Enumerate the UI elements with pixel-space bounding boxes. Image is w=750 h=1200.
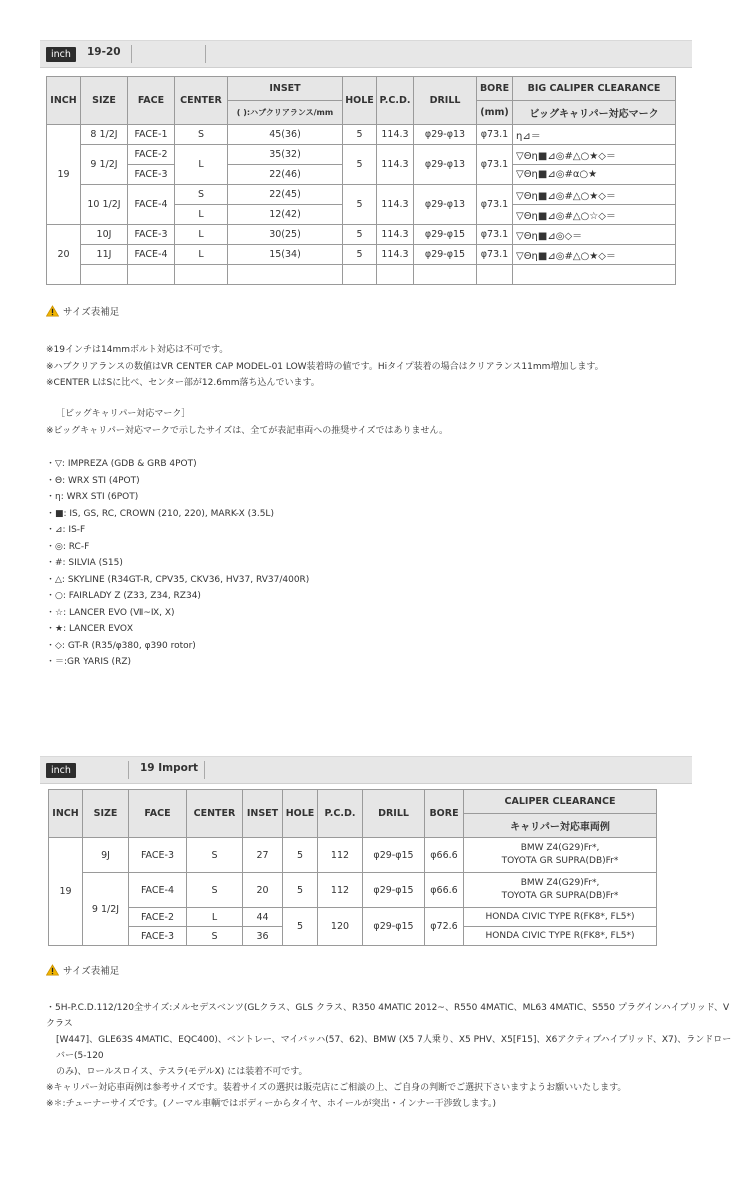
- caliper-mark-cell: ▽Θη■⊿◎#△○★◇＝: [513, 185, 676, 205]
- drill-cell: φ29-φ13: [414, 185, 477, 225]
- note-line: [W447]、GLE63S 4MATIC、EQC400)、ベントレー、マイバッハ(57、62)、BMW (X5 7人乗り、X5 PHV、X5[F15]、X6アクティブハイブリッド、X7)、ランドローバー(5-120: [56, 1035, 732, 1061]
- hole-cell: 5: [343, 245, 377, 265]
- vehicle-line: TOYOTA GR SUPRA(DB)Fr*: [501, 891, 619, 901]
- center-cell: L: [175, 245, 228, 265]
- caliper-legend: [46, 456, 309, 671]
- bore-cell: φ72.6: [425, 908, 464, 946]
- drill-cell: φ29-φ13: [414, 125, 477, 145]
- hole-cell: 5: [343, 145, 377, 185]
- inset-cell: 22(45): [228, 185, 343, 205]
- size-cell: 11J: [81, 245, 128, 265]
- center-cell: S: [187, 838, 243, 873]
- hole-cell: 5: [343, 125, 377, 145]
- bore-cell: φ73.1: [477, 245, 513, 265]
- legend-item: ・○: FAIRLADY Z (Z33, Z34, RZ34): [46, 591, 201, 601]
- import-spec-table: [48, 789, 657, 946]
- center-cell: L: [175, 225, 228, 245]
- bore-cell: φ66.6: [425, 838, 464, 873]
- vehicle-cell: HONDA CIVIC TYPE R(FK8*, FL5*): [464, 908, 657, 927]
- face-cell: FACE-3: [129, 838, 187, 873]
- size-note-heading-text: サイズ表補足: [63, 966, 120, 977]
- caliper-mark-notes: [46, 406, 448, 439]
- section-title: 19-20: [87, 46, 121, 58]
- size-cell: 9 1/2J: [83, 873, 129, 946]
- note-line: ※＊:チューナーサイズです。(ノーマル車輌ではボディーからタイヤ、ホイールが突出・インナー干渉致します。): [46, 1099, 496, 1109]
- bore-cell: φ73.1: [477, 145, 513, 185]
- inset-cell: 12(42): [228, 205, 343, 225]
- inset-cell: 20: [243, 873, 283, 908]
- header-inset-sub: ( ):ハブクリアランス/mm: [228, 101, 343, 125]
- bore-cell: φ73.1: [477, 125, 513, 145]
- legend-item: ・#: SILVIA (S15): [46, 558, 123, 568]
- header-hole: HOLE: [343, 77, 377, 125]
- hole-cell: 5: [343, 185, 377, 225]
- drill-cell: φ29-φ15: [363, 908, 425, 946]
- header-hole: HOLE: [283, 790, 318, 838]
- note-line: ※CENTER LはSに比べ、センター部が12.6mm落ち込んでいます。: [46, 378, 320, 388]
- inset-cell: 15(34): [228, 245, 343, 265]
- inset-cell: 45(36): [228, 125, 343, 145]
- legend-item: ・⊿: IS-F: [46, 525, 86, 535]
- header-bore-sub: (mm): [477, 101, 513, 125]
- mark-note: ※ビッグキャリパー対応マークで示したサイズは、全てが表記車両への推奨サイズではありません。: [46, 425, 449, 436]
- legend-item: ・☆: LANCER EVO (Ⅶ~Ⅸ, Ⅹ): [46, 607, 175, 618]
- header-inch: INCH: [49, 790, 83, 838]
- warning-icon: [46, 964, 59, 976]
- center-cell: L: [175, 205, 228, 225]
- caliper-mark-cell: η⊿＝: [513, 125, 676, 145]
- legend-item: ・◎: RC-F: [46, 541, 90, 552]
- empty-cell: [128, 265, 175, 285]
- section-header-bar: [40, 40, 692, 68]
- inset-cell: 35(32): [228, 145, 343, 165]
- header-pcd: P.C.D.: [318, 790, 363, 838]
- header-clearance-sub: キャリパー対応車両例: [464, 814, 657, 838]
- inch-cell: 20: [47, 225, 81, 285]
- header-face: FACE: [128, 77, 175, 125]
- size-cell: 9J: [83, 838, 129, 873]
- divider: [204, 761, 205, 779]
- pcd-cell: 120: [318, 908, 363, 946]
- warning-icon: [46, 305, 59, 317]
- inset-cell: 44: [243, 908, 283, 927]
- import-notes-block: [46, 1000, 736, 1112]
- header-bore: BORE: [425, 790, 464, 838]
- drill-cell: φ29-φ15: [363, 838, 425, 873]
- note-line: ・5H-P.C.D.112/120全サイズ:メルセデスベンツ(GLクラス、GLS クラス、R350 4MATIC 2012~、R550 4MATIC、ML63 4MATIC、S550 プラグインハイブリッド、Vクラス: [46, 1003, 730, 1029]
- drill-cell: φ29-φ15: [414, 245, 477, 265]
- header-center: CENTER: [187, 790, 243, 838]
- hole-cell: 5: [283, 908, 318, 946]
- empty-cell: [377, 265, 414, 285]
- empty-cell: [175, 265, 228, 285]
- caliper-mark-cell: ▽Θη■⊿◎#△○★◇＝: [513, 145, 676, 165]
- vehicle-cell: [464, 838, 657, 873]
- inch-label-chip: inch: [46, 763, 76, 778]
- header-size: SIZE: [83, 790, 129, 838]
- bore-cell: φ73.1: [477, 225, 513, 245]
- caliper-mark-cell: ▽Θη■⊿◎#△○☆◇＝: [513, 205, 676, 225]
- face-cell: FACE-4: [128, 185, 175, 225]
- pcd-cell: 112: [318, 838, 363, 873]
- face-cell: FACE-3: [128, 225, 175, 245]
- size-cell: 9 1/2J: [81, 145, 128, 185]
- center-cell: S: [187, 873, 243, 908]
- inch-label-chip: inch: [46, 47, 76, 62]
- drill-cell: φ29-φ13: [414, 145, 477, 185]
- legend-item: ・▽: IMPREZA (GDB & GRB 4POT): [46, 459, 197, 469]
- size-note-heading: [46, 304, 119, 318]
- center-cell: S: [175, 185, 228, 205]
- bore-cell: φ73.1: [477, 185, 513, 225]
- header-clearance: BIG CALIPER CLEARANCE: [513, 77, 676, 101]
- legend-item: ・■: IS, GS, RC, CROWN (210, 220), MARK-X (3.5L): [46, 508, 274, 519]
- inch-cell: 19: [49, 838, 83, 946]
- header-pcd: P.C.D.: [377, 77, 414, 125]
- empty-cell: [343, 265, 377, 285]
- caliper-mark-cell: ▽Θη■⊿◎#α○★: [513, 165, 676, 185]
- header-face: FACE: [129, 790, 187, 838]
- header-inset: INSET: [228, 77, 343, 101]
- drill-cell: φ29-φ15: [414, 225, 477, 245]
- header-inch: INCH: [47, 77, 81, 125]
- caliper-mark-cell: ▽Θη■⊿◎◇＝: [513, 225, 676, 245]
- center-cell: S: [187, 927, 243, 946]
- header-inset: INSET: [243, 790, 283, 838]
- mark-heading: ［ビッグキャリパー対応マーク］: [56, 409, 191, 419]
- empty-cell: [228, 265, 343, 285]
- size-spec-table: [46, 76, 676, 285]
- face-cell: FACE-2: [129, 908, 187, 927]
- size-note-heading-text: サイズ表補足: [63, 307, 120, 318]
- legend-item: ・＝:GR YARIS (RZ): [46, 657, 131, 667]
- header-clearance-sub: ビッグキャリパー対応マーク: [513, 101, 676, 125]
- size-note-heading: [46, 963, 119, 977]
- header-clearance: CALIPER CLEARANCE: [464, 790, 657, 814]
- pcd-cell: 114.3: [377, 125, 414, 145]
- header-bore: BORE: [477, 77, 513, 101]
- hole-cell: 5: [343, 225, 377, 245]
- caliper-mark-cell: ▽Θη■⊿◎#△○★◇＝: [513, 245, 676, 265]
- hole-cell: 5: [283, 873, 318, 908]
- divider: [131, 45, 132, 63]
- center-cell: L: [187, 908, 243, 927]
- size-cell: 8 1/2J: [81, 125, 128, 145]
- inset-cell: 36: [243, 927, 283, 946]
- center-cell: L: [175, 145, 228, 185]
- section-title: 19 Import: [140, 762, 199, 774]
- note-line: ※19インチは14mmボルト対応は不可です。: [46, 345, 229, 355]
- face-cell: FACE-4: [128, 245, 175, 265]
- header-center: CENTER: [175, 77, 228, 125]
- size-cell: 10J: [81, 225, 128, 245]
- divider: [205, 45, 206, 63]
- note-line: ※キャリパー対応車両例は参考サイズです。装着サイズの選択は販売店にご相談の上、ご自身の判断でご選択下さいますようお願いいたします。: [46, 1083, 627, 1093]
- vehicle-line: TOYOTA GR SUPRA(DB)Fr*: [501, 856, 619, 866]
- note-line: のみ)、ロールスロイス、テスラ(モデルX) には装着不可です。: [56, 1067, 308, 1077]
- empty-cell: [414, 265, 477, 285]
- section-header-bar: [40, 756, 692, 784]
- header-drill: DRILL: [414, 77, 477, 125]
- inch-cell: 19: [47, 125, 81, 225]
- hole-cell: 5: [283, 838, 318, 873]
- face-cell: FACE-3: [129, 927, 187, 946]
- pcd-cell: 114.3: [377, 145, 414, 185]
- legend-item: ・η: WRX STI (6POT): [46, 492, 139, 502]
- legend-item: ・◇: GT-R (R35/φ380, φ390 rotor): [46, 640, 196, 651]
- empty-cell: [81, 265, 128, 285]
- drill-cell: φ29-φ15: [363, 873, 425, 908]
- vehicle-cell: HONDA CIVIC TYPE R(FK8*, FL5*): [464, 927, 657, 946]
- pcd-cell: 114.3: [377, 185, 414, 225]
- note-line: ※ハブクリアランスの数値はVR CENTER CAP MODEL-01 LOW装着時の値です。Hiタイプ装着の場合はクリアランス11mm増加します。: [46, 361, 604, 372]
- legend-item: ・Θ: WRX STI (4POT): [46, 475, 140, 486]
- pcd-cell: 114.3: [377, 225, 414, 245]
- bore-cell: φ66.6: [425, 873, 464, 908]
- vehicle-line: BMW Z4(G29)Fr*,: [520, 843, 600, 853]
- notes-block: [46, 342, 604, 392]
- pcd-cell: 112: [318, 873, 363, 908]
- pcd-cell: 114.3: [377, 245, 414, 265]
- inset-cell: 22(46): [228, 165, 343, 185]
- inset-cell: 30(25): [228, 225, 343, 245]
- center-cell: S: [175, 125, 228, 145]
- legend-item: ・△: SKYLINE (R34GT-R, CPV35, CKV36, HV37, RV37/400R): [46, 574, 310, 585]
- empty-cell: [513, 265, 676, 285]
- header-size: SIZE: [81, 77, 128, 125]
- face-cell: FACE-4: [129, 873, 187, 908]
- inset-cell: 27: [243, 838, 283, 873]
- size-cell: 10 1/2J: [81, 185, 128, 225]
- empty-cell: [477, 265, 513, 285]
- face-cell: FACE-2: [128, 145, 175, 165]
- face-cell: FACE-1: [128, 125, 175, 145]
- header-drill: DRILL: [363, 790, 425, 838]
- divider: [128, 761, 129, 779]
- vehicle-cell: [464, 873, 657, 908]
- vehicle-line: BMW Z4(G29)Fr*,: [520, 878, 600, 888]
- face-cell: FACE-3: [128, 165, 175, 185]
- legend-item: ・★: LANCER EVOⅩ: [46, 624, 134, 634]
